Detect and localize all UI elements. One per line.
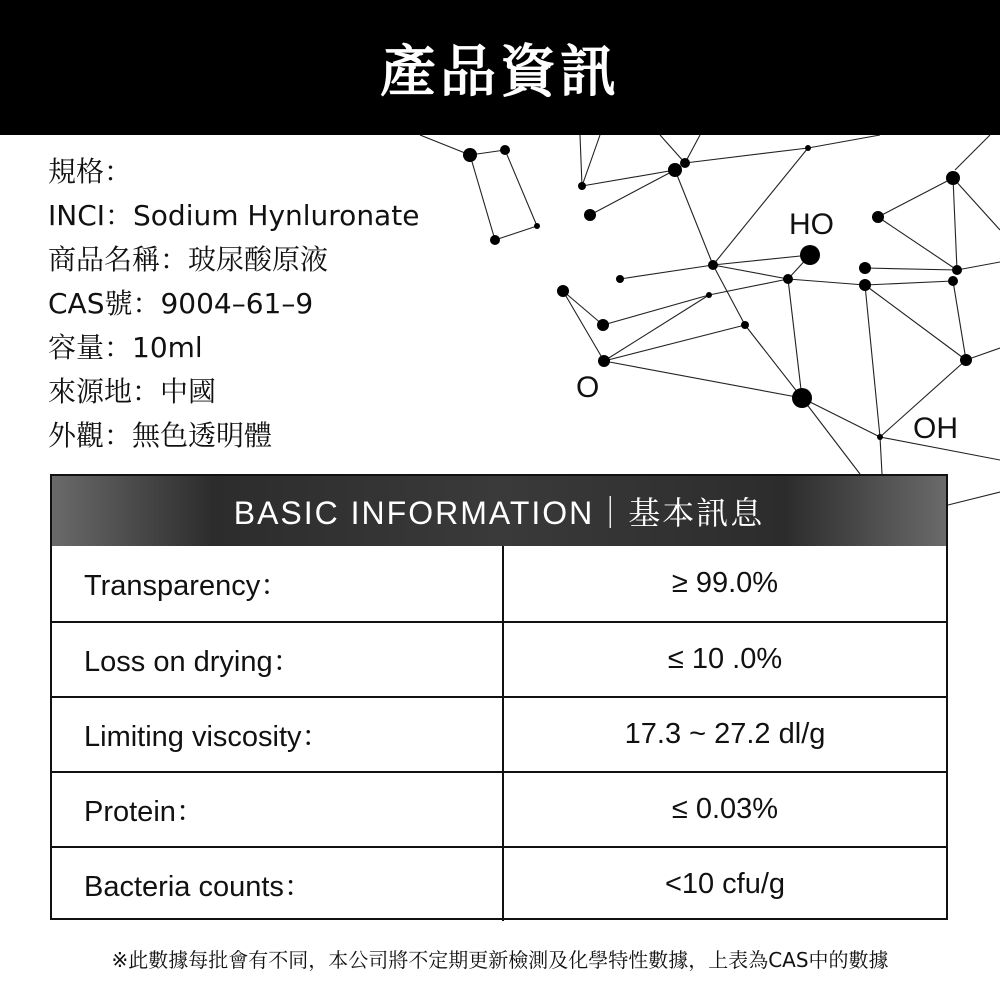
table-row (52, 771, 946, 846)
table-row (52, 846, 946, 921)
row-value-limiting-viscosity: 17.3 ~ 27.2 dl/g (624, 718, 826, 750)
spec-heading: 規格： (48, 155, 133, 188)
basic-information-table (50, 474, 948, 920)
spec-origin: 來源地：中國 (48, 375, 217, 408)
molecule-label-oh: OH (913, 412, 958, 445)
table-row (52, 546, 946, 621)
row-label-limiting-viscosity: Limiting viscosity： (52, 698, 504, 771)
spec-cas-number: CAS號：9004–61–9 (48, 287, 314, 320)
row-value-transparency: ≥ 99.0% (671, 567, 779, 599)
row-label-transparency: Transparency： (52, 546, 504, 621)
footnote: ※此數據每批會有不同，本公司將不定期更新檢測及化學特性數據，上表為CAS中的數據 (111, 948, 889, 972)
row-value-protein: ≤ 0.03% (671, 793, 779, 825)
row-label-bacteria-counts: Bacteria counts： (52, 848, 504, 921)
table-body (52, 546, 946, 921)
spec-product-name: 商品名稱：玻尿酸原液 (48, 243, 329, 276)
spec-volume: 容量：10ml (48, 331, 203, 364)
row-value-loss-on-drying: ≤ 10 .0% (667, 643, 783, 675)
spec-inci: INCI：Sodium Hynluronate (48, 199, 420, 232)
page-header (0, 0, 1000, 135)
network-nodes (463, 145, 972, 440)
network-lines (420, 135, 1000, 505)
table-row (52, 621, 946, 696)
table-row (52, 696, 946, 771)
page-title: 產品資訊 (380, 39, 620, 105)
spec-list (48, 150, 488, 458)
row-label-loss-on-drying: Loss on drying： (52, 623, 504, 696)
row-label-protein: Protein： (52, 773, 504, 846)
table-title: BASIC INFORMATION｜基本訊息 (52, 476, 946, 546)
row-value-bacteria-counts: <10 cfu/g (664, 868, 786, 900)
spec-appearance: 外觀：無色透明體 (48, 419, 273, 452)
molecule-label-o: O (576, 371, 600, 404)
molecule-label-ho: HO (789, 208, 834, 241)
